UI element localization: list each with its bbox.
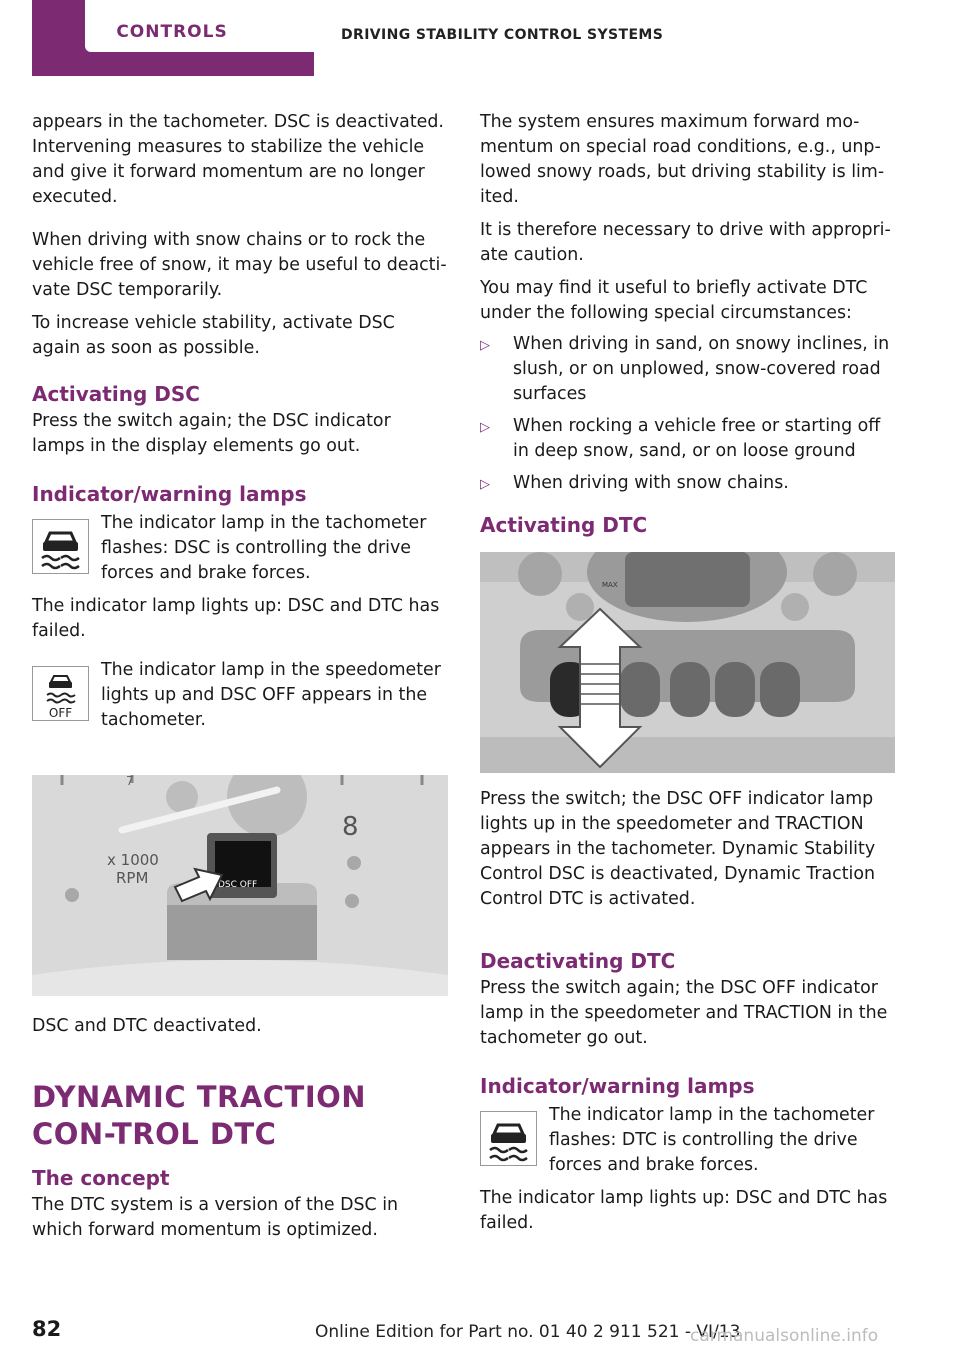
paragraph: The system ensures maximum forward mo‐mentum on special road conditions, e.g., unp‐lowed snowy roads, but driving stability is lim‐ited.: [480, 112, 885, 207]
dsc-off-display-label: DSC OFF: [218, 880, 258, 890]
lamp-description: The indicator lamp in the tachometer flashes: DTC is controlling the drive forces and brake forces.: [549, 1105, 875, 1175]
left-column: [32, 110, 448, 1243]
tachometer-photo: [32, 775, 448, 996]
bullet-arrow-icon: ▷: [480, 477, 490, 492]
lamp-row: [32, 658, 448, 733]
list-item: ▷ When rocking a vehicle free or starting off in deep snow, sand, or on loose ground: [480, 416, 881, 461]
heading-dtc: DYNAMIC TRACTION CON‐TROL DTC: [32, 1080, 367, 1151]
figure-caption: DSC and DTC deactivated.: [32, 1016, 262, 1036]
bullet-arrow-icon: ▷: [480, 338, 490, 353]
scale-digit: 8: [342, 812, 359, 842]
paragraph: The DTC system is a version of the DSC in which forward momentum is optimized.: [32, 1195, 399, 1240]
paragraph: The indicator lamp lights up: DSC and DTC has failed.: [32, 596, 440, 641]
heading-concept: The concept: [32, 1166, 170, 1190]
rpm-label-1: x 1000: [107, 851, 159, 869]
paragraph: It is therefore necessary to drive with appropri‐ate caution.: [480, 220, 891, 265]
list-item: ▷ When driving in sand, on snowy inclines, in slush, or on unplowed, snow-covered road surfaces: [480, 334, 890, 404]
paragraph: Press the switch again; the DSC OFF indicator lamp in the speedometer and TRACTION in the tachometer go out.: [480, 978, 888, 1048]
lamp-row: [480, 1103, 896, 1178]
dsc-warning-icon: [32, 519, 89, 574]
list-item: ▷ When driving with snow chains.: [480, 471, 896, 496]
bullet-arrow-icon: ▷: [480, 420, 490, 435]
paragraph: When driving with snow chains or to rock the vehicle free of snow, it may be useful to deacti‐vate DSC temporarily.: [32, 230, 447, 300]
paragraph: To increase vehicle stability, activate DSC again as soon as possible.: [32, 313, 395, 358]
paragraph: Press the switch again; the DSC indicator lamps in the display elements go out.: [32, 411, 391, 456]
circumstances-list: [480, 332, 896, 496]
paragraph: appears in the tachometer. DSC is deactivated. Intervening measures to stabilize the vehicle and give it forward momentum are no longer executed.: [32, 112, 444, 207]
lamp-row: [32, 511, 448, 586]
dsc-off-icon: [32, 666, 89, 721]
lamp-description: The indicator lamp in the speedometer lights up and DSC OFF appears in the tachometer.: [101, 660, 441, 730]
lamp-description: The indicator lamp in the tachometer flashes: DSC is controlling the drive forces and brake forces.: [101, 513, 427, 583]
heading-activating-dtc: Activating DTC: [480, 513, 648, 537]
edition-footer: Online Edition for Part no. 01 40 2 911 521 - VI/13: [315, 1322, 741, 1342]
paragraph: You may find it useful to briefly activate DTC under the following special circumstances:: [480, 278, 868, 323]
off-icon-label: OFF: [48, 706, 73, 720]
section-title: DRIVING STABILITY CONTROL SYSTEMS: [341, 27, 664, 43]
page-number: 82: [32, 1317, 62, 1341]
paragraph: The indicator lamp lights up: DSC and DTC has failed.: [480, 1188, 888, 1233]
right-column: [480, 110, 896, 1236]
max-label: MAX: [602, 581, 618, 589]
paragraph: Press the switch; the DSC OFF indicator lamp lights up in the speedometer and TRACTION appears in the tachometer. Dynamic Stability Control DSC is deactivated, Dynamic Traction Control DTC is activated.: [480, 789, 876, 909]
heading-indicator-lamps: Indicator/warning lamps: [32, 482, 307, 506]
watermark: carmanualsonline.info: [690, 1326, 879, 1346]
heading-indicator-lamps: Indicator/warning lamps: [480, 1074, 755, 1098]
rpm-label-2: RPM: [116, 869, 149, 887]
heading-activating-dsc: Activating DSC: [32, 382, 200, 406]
chapter-tab-label: CONTROLS: [116, 22, 228, 42]
switch-panel-photo: [480, 552, 895, 773]
heading-deactivating-dtc: Deactivating DTC: [480, 949, 676, 973]
scale-digit-top: 7: [126, 775, 134, 788]
dtc-warning-icon: [480, 1111, 537, 1166]
